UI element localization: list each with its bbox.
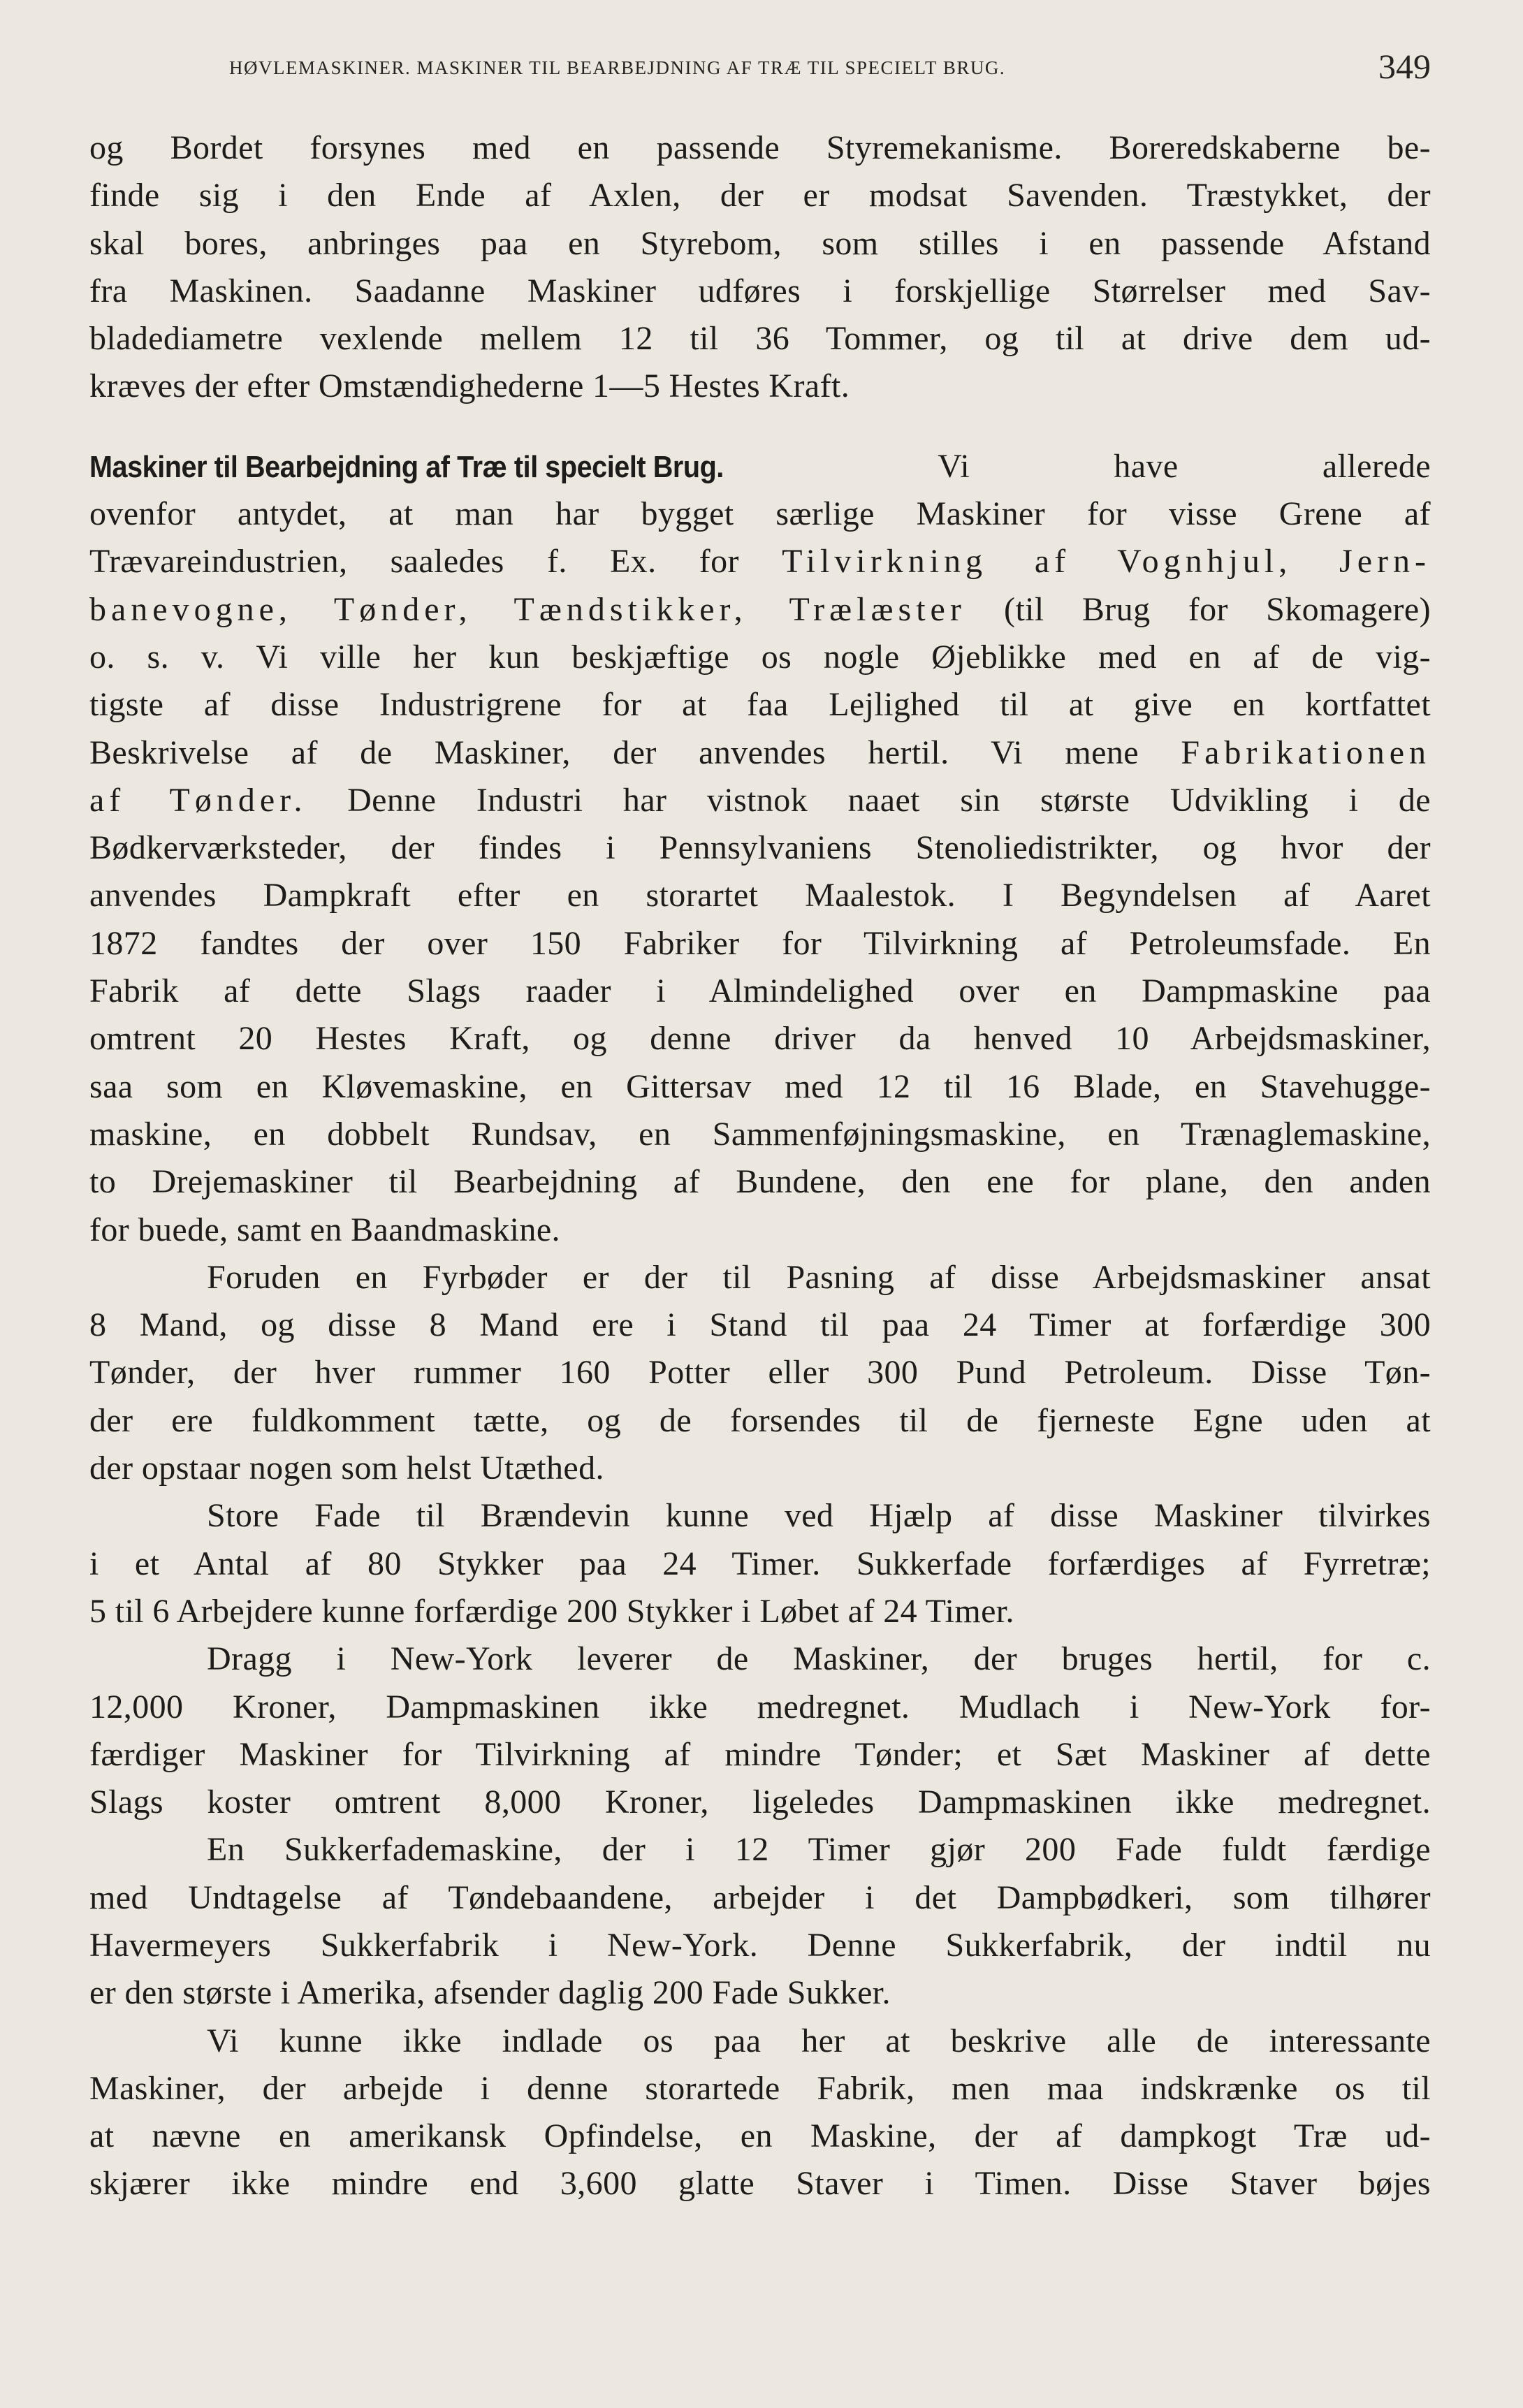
- text-line: 1872 fandtes der over 150 Fabriker for Tilvirkning af Petroleumsfade. En: [89, 924, 1431, 962]
- text-line: skal bores, anbringes paa en Styrebom, som stilles i en passende Afstand: [89, 224, 1431, 262]
- text-line: 5 til 6 Arbejdere kunne forfærdige 200 Stykker i Løbet af 24 Timer.: [89, 1592, 1014, 1630]
- text-line: er den største i Amerika, afsender daglig 200 Fade Sukker.: [89, 1974, 891, 2012]
- text-span: (til Brug for Skomagere): [965, 590, 1431, 628]
- text-line: [89, 586, 1431, 634]
- running-head: HØVLEMASKINER. MASKINER TIL BEARBEJDNING AF TRÆ TIL SPECIELT BRUG.: [229, 57, 1006, 78]
- text-span: Beskrivelse af de Maskiner, der anvendes hertil. Vi mene: [89, 734, 1181, 771]
- body-text: [89, 124, 1431, 2208]
- text-line: fra Maskinen. Saadanne Maskiner udføres i forskjellige Størrelser med Sav-: [89, 272, 1431, 309]
- text-line: færdiger Maskiner for Tilvirkning af mindre Tønder; et Sæt Maskiner af dette: [89, 1735, 1431, 1773]
- text-line: [89, 443, 1431, 490]
- text-line: omtrent 20 Hestes Kraft, og denne driver da henved 10 Arbejdsmaskiner,: [89, 1020, 1431, 1058]
- text-line: med Undtagelse af Tøndebaandene, arbejder i det Dampbødkeri, som tilhører: [89, 1878, 1431, 1916]
- text-line: [89, 777, 1431, 824]
- text-line: bladediametre vexlende mellem 12 til 36 Tommer, og til at drive dem ud-: [89, 320, 1431, 358]
- text-line: Vi kunne ikke indlade os paa her at beskrive alle de interessante: [207, 2022, 1431, 2059]
- text-line: ovenfor antydet, at man har bygget særlige Maskiner for visse Grene af: [89, 495, 1431, 533]
- text-line: Store Fade til Brændevin kunne ved Hjælp af disse Maskiner tilvirkes: [207, 1497, 1431, 1535]
- text-line: Havermeyers Sukkerfabrik i New-York. Denne Sukkerfabrik, der indtil nu: [89, 1926, 1431, 1964]
- text-line: Maskiner, der arbejde i denne storartede Fabrik, men maa indskrænke os til: [89, 2069, 1431, 2107]
- text-line: tigste af disse Industrigrene for at faa Lejlighed til at give en kortfattet: [89, 686, 1431, 724]
- section-heading: Maskiner til Bearbejdning af Træ til specielt Brug.: [89, 449, 724, 484]
- text-line: Bødkerværksteder, der findes i Pennsylvaniens Stenoliedistrikter, og hvor der: [89, 829, 1431, 867]
- page-number: 349: [1378, 47, 1431, 86]
- emphasis-text: Fabrikationen: [1181, 734, 1431, 771]
- text-line: at nævne en amerikansk Opfindelse, en Maskine, der af dampkogt Træ ud-: [89, 2117, 1431, 2155]
- text-line: der ere fuldkomment tætte, og de forsendes til de fjerneste Egne uden at: [89, 1401, 1431, 1439]
- text-line: En Sukkerfademaskine, der i 12 Timer gjør 200 Fade fuldt færdige: [207, 1831, 1431, 1869]
- text-span: Vi have allerede: [794, 447, 1431, 485]
- text-line: 8 Mand, og disse 8 Mand ere i Stand til paa 24 Timer at forfærdige 300: [89, 1306, 1431, 1344]
- emphasis-text: banevogne, Tønder, Tændstikker, Trælæster: [89, 590, 966, 628]
- text-line: to Drejemaskiner til Bearbejdning af Bundene, den ene for plane, den anden: [89, 1163, 1431, 1201]
- emphasis-text: af Tønder.: [89, 781, 307, 819]
- text-line: Slags koster omtrent 8,000 Kroner, ligeledes Dampmaskinen ikke medregnet.: [89, 1783, 1431, 1821]
- text-line: Tønder, der hver rummer 160 Potter eller 300 Pund Petroleum. Disse Tøn-: [89, 1354, 1431, 1392]
- text-line: finde sig i den Ende af Axlen, der er modsat Savenden. Træstykket, der: [89, 177, 1431, 214]
- text-line: i et Antal af 80 Stykker paa 24 Timer. Sukkerfade forfærdiges af Fyrretræ;: [89, 1545, 1431, 1582]
- text-line: kræves der efter Omstændighederne 1—5 Hestes Kraft.: [89, 367, 850, 405]
- text-line: saa som en Kløvemaskine, en Gittersav med 12 til 16 Blade, en Stavehugge-: [89, 1067, 1431, 1105]
- paragraph-gap: [89, 411, 1431, 443]
- text-line: [89, 538, 1431, 585]
- text-line: Fabrik af dette Slags raader i Almindelighed over en Dampmaskine paa: [89, 972, 1431, 1010]
- page-header: [89, 43, 1431, 92]
- text-line: [89, 729, 1431, 777]
- text-line: for buede, samt en Baandmaskine.: [89, 1211, 560, 1248]
- text-line: skjærer ikke mindre end 3,600 glatte Staver i Timen. Disse Staver bøjes: [89, 2165, 1431, 2203]
- text-span: Denne Industri har vistnok naaet sin største Udvikling i de: [307, 781, 1431, 819]
- text-line: og Bordet forsynes med en passende Styremekanisme. Boreredskaberne be-: [89, 129, 1431, 166]
- text-line: 12,000 Kroner, Dampmaskinen ikke medregnet. Mudlach i New-York for-: [89, 1688, 1431, 1725]
- emphasis-text: Tilvirkning af Vognhjul, Jern-: [782, 543, 1431, 581]
- text-line: anvendes Dampkraft efter en storartet Maalestok. I Begyndelsen af Aaret: [89, 877, 1431, 914]
- text-line: Foruden en Fyrbøder er der til Pasning af disse Arbejdsmaskiner ansat: [207, 1258, 1431, 1296]
- text-span: Trævareindustrien, saaledes f. Ex. for: [89, 543, 782, 581]
- text-line: Dragg i New-York leverer de Maskiner, der bruges hertil, for c.: [207, 1640, 1431, 1678]
- text-line: o. s. v. Vi ville her kun beskjæftige os nogle Øjeblikke med en af de vig-: [89, 638, 1431, 676]
- text-line: maskine, en dobbelt Rundsav, en Sammenføjningsmaskine, en Trænaglemaskine,: [89, 1115, 1431, 1153]
- text-line: der opstaar nogen som helst Utæthed.: [89, 1450, 604, 1487]
